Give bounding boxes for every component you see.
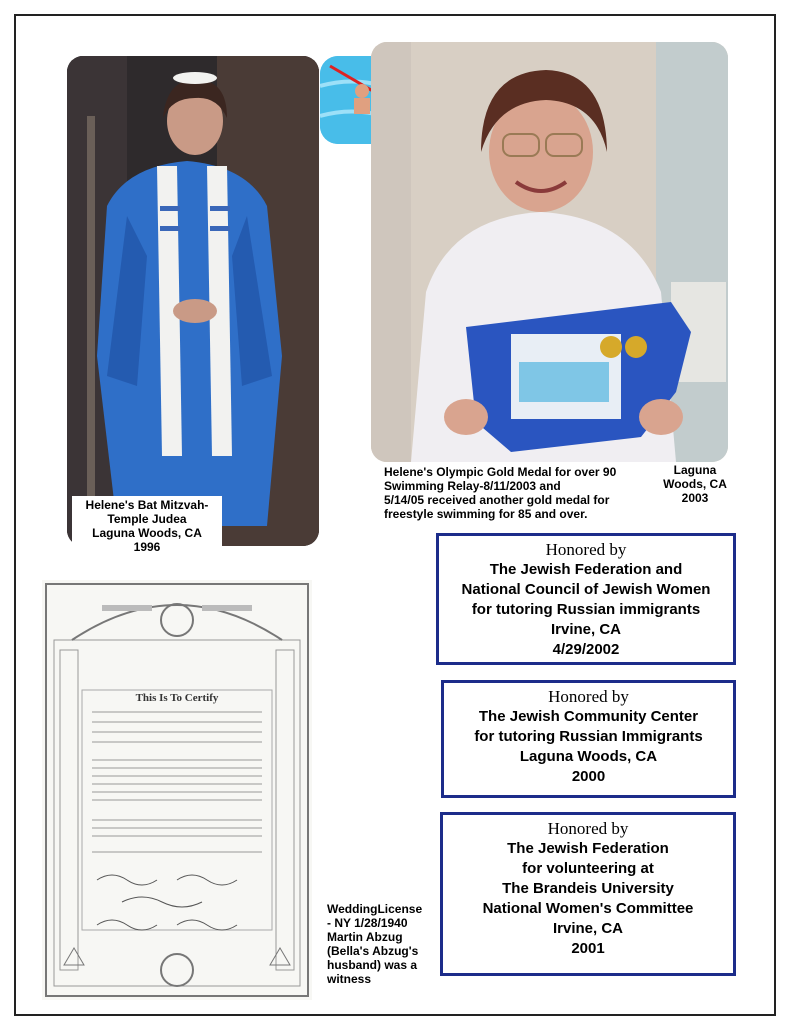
caption-line: Laguna [673, 463, 717, 477]
honor-line: 2001 [571, 940, 605, 957]
honor-line: The Jewish Federation and [489, 561, 683, 578]
honor-line: 4/29/2002 [552, 641, 620, 658]
honor-heading: Honored by [547, 819, 629, 838]
certificate-title: This Is To Certify [135, 692, 219, 704]
honor-line: The Jewish Federation [507, 840, 669, 857]
honor-box-federation-ncjw [436, 533, 736, 665]
gold-medal-caption [384, 465, 654, 521]
wedding-caption [327, 902, 437, 986]
bat-mitzvah-caption [72, 496, 222, 556]
caption-line: Woods, CA [663, 477, 727, 491]
caption-line: 2003 [681, 491, 709, 505]
caption-line: Martin Abzug [327, 930, 403, 944]
honor-line: The Jewish Community Center [478, 708, 699, 725]
caption-line: (Bella's Abzug's [327, 944, 419, 958]
wedding-certificate [42, 580, 312, 1000]
honor-line: National Council of Jewish Women [461, 581, 711, 598]
caption-line: WeddingLicense [327, 902, 423, 916]
gold-medal-photo [371, 42, 728, 462]
honor-line: for tutoring Russian immigrants [471, 601, 701, 618]
caption-line: Swimming Relay-8/11/2003 and [384, 479, 561, 493]
honor-box-brandeis [440, 812, 736, 976]
caption-line: - NY 1/28/1940 [327, 916, 408, 930]
caption-line: freestyle swimming for 85 and over. [384, 507, 588, 521]
honor-box-community-center [441, 680, 736, 798]
caption-line: Temple Judea [107, 512, 187, 526]
caption-line: Laguna Woods, CA [92, 526, 202, 540]
caption-line: 5/14/05 received another gold medal for [384, 493, 610, 507]
honor-line: The Brandeis University [502, 880, 674, 897]
honor-line: Laguna Woods, CA [519, 748, 658, 765]
honor-line: for volunteering at [522, 860, 654, 877]
bat-mitzvah-photo [67, 56, 319, 546]
honor-line: for tutoring Russian Immigrants [474, 728, 703, 745]
caption-line: witness [327, 972, 372, 986]
honor-line: Irvine, CA [552, 920, 624, 937]
honor-heading: Honored by [545, 540, 627, 559]
honor-heading: Honored by [548, 687, 629, 706]
honor-line: National Women's Committee [482, 900, 694, 917]
caption-line: husband) was a [327, 958, 418, 972]
caption-line: Helene's Olympic Gold Medal for over 90 [384, 465, 617, 479]
laguna-caption [662, 463, 728, 505]
caption-line: Helene's Bat Mitzvah- [85, 498, 209, 512]
caption-line: 1996 [133, 540, 161, 554]
honor-line: Irvine, CA [550, 621, 622, 638]
honor-line: 2000 [571, 768, 606, 785]
